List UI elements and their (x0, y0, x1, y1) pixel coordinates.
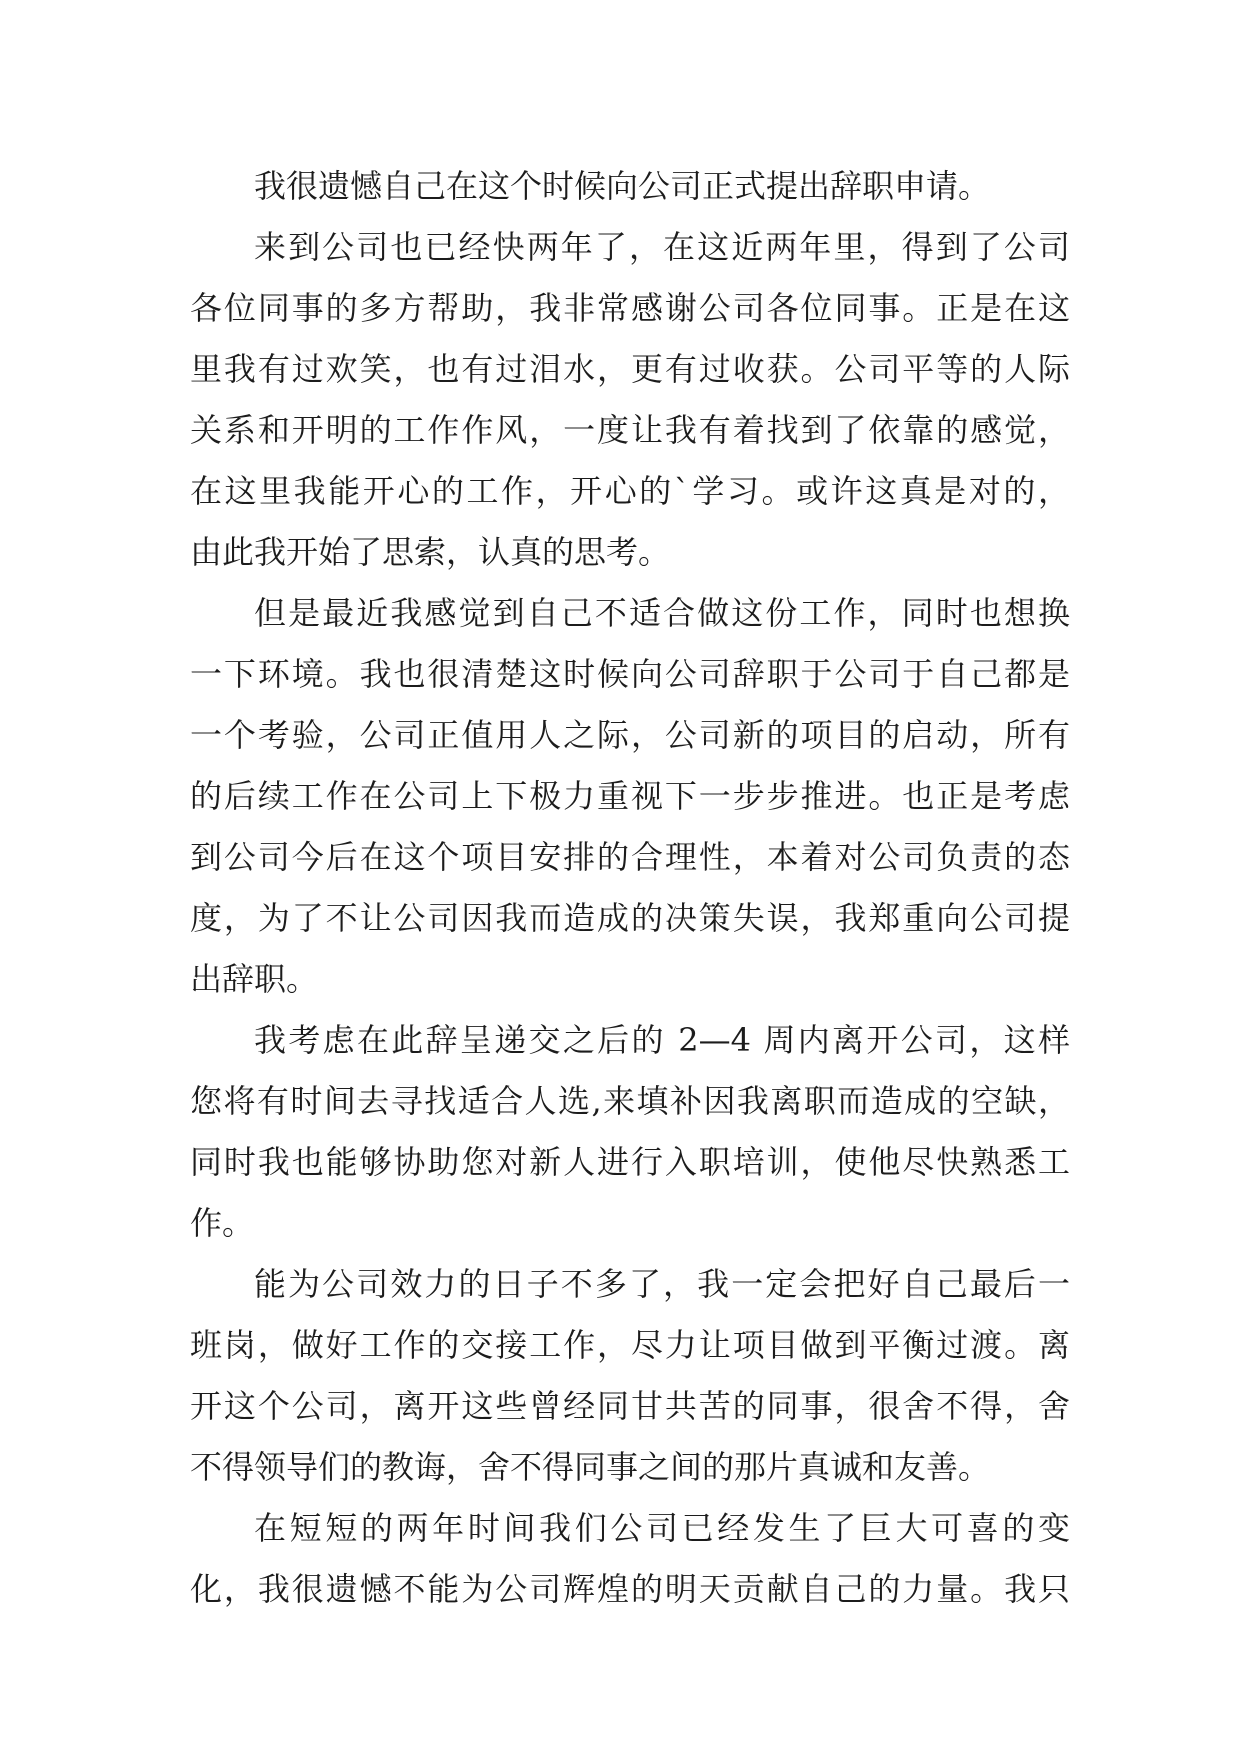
text-line: 但是最近我感觉到自己不适合做这份工作，同时也想换 (254, 594, 1070, 632)
text-line: 一个考验，公司正值用人之际，公司新的项目的启动，所有 (190, 716, 1070, 754)
text-line: 出辞职。 (190, 960, 319, 998)
text-line: 不得领导们的教诲，舍不得同事之间的那片真诚和友善。 (190, 1448, 991, 1486)
text-line: 里我有过欢笑，也有过泪水，更有过收获。公司平等的人际 (190, 350, 1070, 388)
text-line: 度，为了不让公司因我而造成的决策失误，我郑重向公司提 (190, 899, 1070, 937)
text-line: 在这里我能开心的工作，开心的`学习。或许这真是对的， (190, 472, 1070, 510)
text-line: 化，我很遗憾不能为公司辉煌的明天贡献自己的力量。我只 (190, 1570, 1070, 1608)
text-line: 来到公司也已经快两年了，在这近两年里，得到了公司 (254, 228, 1070, 266)
text-line: 在短短的两年时间我们公司已经发生了巨大可喜的变 (254, 1509, 1070, 1547)
text-line: 开这个公司，离开这些曾经同甘共苦的同事，很舍不得，舍 (190, 1387, 1070, 1425)
text-line: 由此我开始了思索，认真的思考。 (190, 533, 671, 571)
text-line: 同时我也能够协助您对新人进行入职培训，使他尽快熟悉工 (190, 1143, 1070, 1181)
text-line: 一下环境。我也很清楚这时候向公司辞职于公司于自己都是 (190, 655, 1070, 693)
text-line: 您将有时间去寻找适合人选,来填补因我离职而造成的空缺， (190, 1082, 1070, 1120)
text-line: 的后续工作在公司上下极力重视下一步步推进。也正是考虑 (190, 777, 1070, 815)
text-line: 我很遗憾自己在这个时候向公司正式提出辞职申请。 (254, 167, 991, 205)
text-line: 作。 (190, 1204, 255, 1242)
text-line: 到公司今后在这个项目安排的合理性，本着对公司负责的态 (190, 838, 1070, 876)
document-body (190, 156, 1070, 1620)
text-line: 我考虑在此辞呈递交之后的 2—4 周内离开公司，这样 (254, 1021, 1070, 1059)
text-line: 关系和开明的工作作风，一度让我有着找到了依靠的感觉， (190, 411, 1070, 449)
text-line: 能为公司效力的日子不多了，我一定会把好自己最后一 (254, 1265, 1070, 1303)
text-line: 班岗，做好工作的交接工作，尽力让项目做到平衡过渡。离 (190, 1326, 1070, 1364)
text-line: 各位同事的多方帮助，我非常感谢公司各位同事。正是在这 (190, 289, 1070, 327)
